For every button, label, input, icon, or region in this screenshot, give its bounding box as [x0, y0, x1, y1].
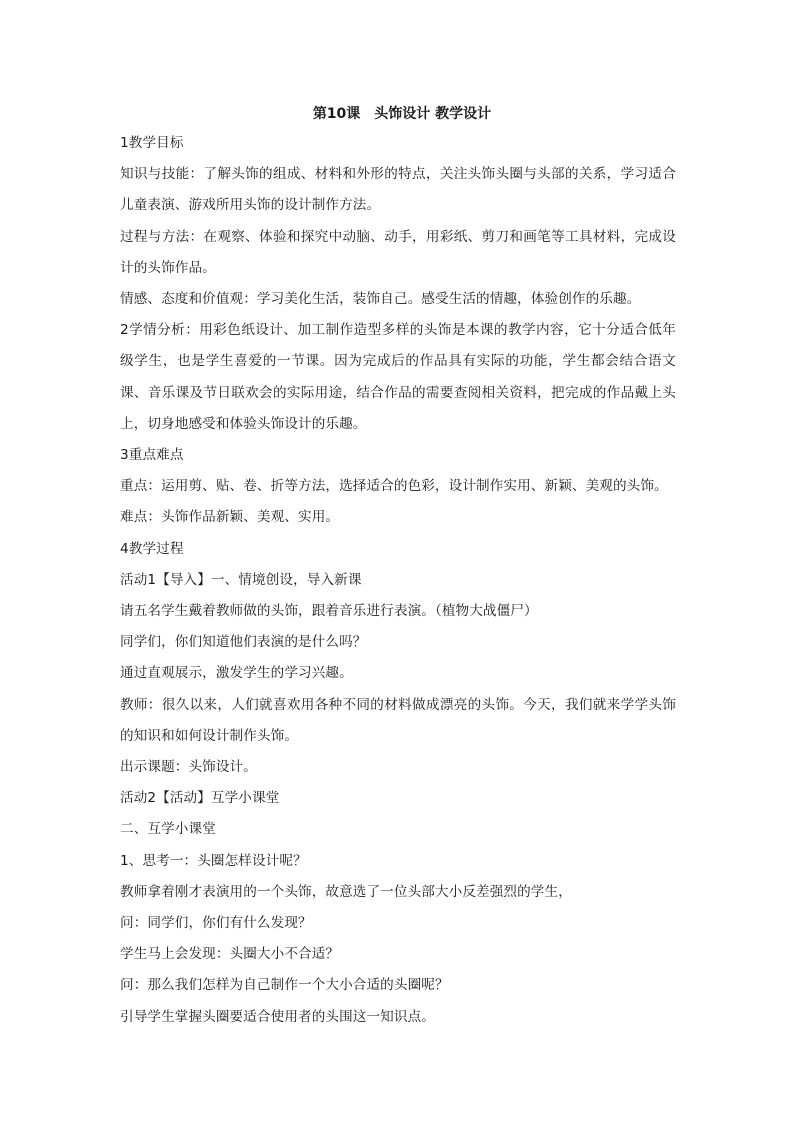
paragraph-mutual-class: 二、互学小课堂 [120, 821, 216, 838]
paragraph-emotion-values: 情感、态度和价值观：学习美化生活，装饰自己。感受生活的情趣，体验创作的乐趣。 [120, 291, 641, 308]
paragraph-guide: 引导学生掌握头圈要适合使用者的头围这一知识点。 [120, 1008, 435, 1025]
heading-teaching-process: 4教学过程 [120, 540, 184, 557]
paragraph-student-finding: 学生马上会发现：头圈大小不合适？ [120, 946, 340, 963]
paragraph-think-1: 1、思考一：头圈怎样设计呢？ [120, 852, 307, 869]
paragraph-knowledge-skills: 知识与技能：了解头饰的组成、材料和外形的特点，关注头饰头圈与头部的关系，学习适合儿童表演、游戏所用头饰的设计制作方法。 [120, 166, 676, 214]
heading-objectives: 1教学目标 [120, 135, 184, 151]
paragraph-teacher-demo: 教师拿着刚才表演用的一个头饰，故意选了一位头部大小反差强烈的学生， [120, 883, 572, 900]
paragraph-process-methods: 过程与方法：在观察、体验和探究中动脑、动手，用彩纸、剪刀和画笔等工具材料，完成设计的头饰作品。 [120, 228, 676, 276]
paragraph-student-analysis: 2学情分析：用彩色纸设计、加工制作造型多样的头饰是本课的教学内容，它十分适合低年级学生，也是学生喜爱的一节课。因为完成后的作品具有实际的功能，学生都会结合语文课、音乐课及节日联欢会的实际用途，结合作品的需要查阅相关资料，把完成的作品戴上头上，切身地感受和体验头饰设计的乐趣。 [120, 322, 676, 432]
paragraph-show-topic: 出示课题：头饰设计。 [120, 759, 257, 776]
paragraph-activity-2: 活动2【活动】互学小课堂 [120, 790, 280, 807]
paragraph-difficulty: 难点：头饰作品新颖、美观、实用。 [120, 509, 340, 526]
document-title: 第10课 头饰设计 教学设计 [312, 106, 492, 122]
paragraph-performance: 请五名学生戴着教师做的头饰，跟着音乐进行表演。（植物大战僵尸） [120, 603, 538, 620]
paragraph-teacher-intro: 教师：很久以来，人们就喜欢用各种不同的材料做成漂亮的头饰。今天，我们就来学学头饰的知识和如何设计制作头饰。 [120, 696, 676, 744]
paragraph-activity-1: 活动1【导入】一、情境创设，导入新课 [120, 571, 362, 588]
paragraph-key-point: 重点：运用剪、贴、卷、折等方法，选择适合的色彩，设计制作实用、新颖、美观的头饰。 [120, 478, 668, 495]
paragraph-question-2: 问：同学们，你们有什么发现？ [120, 915, 312, 932]
paragraph-question-3: 问：那么我们怎样为自己制作一个大小合适的头圈呢？ [120, 977, 449, 994]
heading-key-points: 3重点难点 [120, 447, 184, 464]
paragraph-question-1: 同学们，你们知道他们表演的是什么吗？ [120, 634, 367, 651]
paragraph-interest: 通过直观展示，激发学生的学习兴趣。 [120, 665, 353, 682]
